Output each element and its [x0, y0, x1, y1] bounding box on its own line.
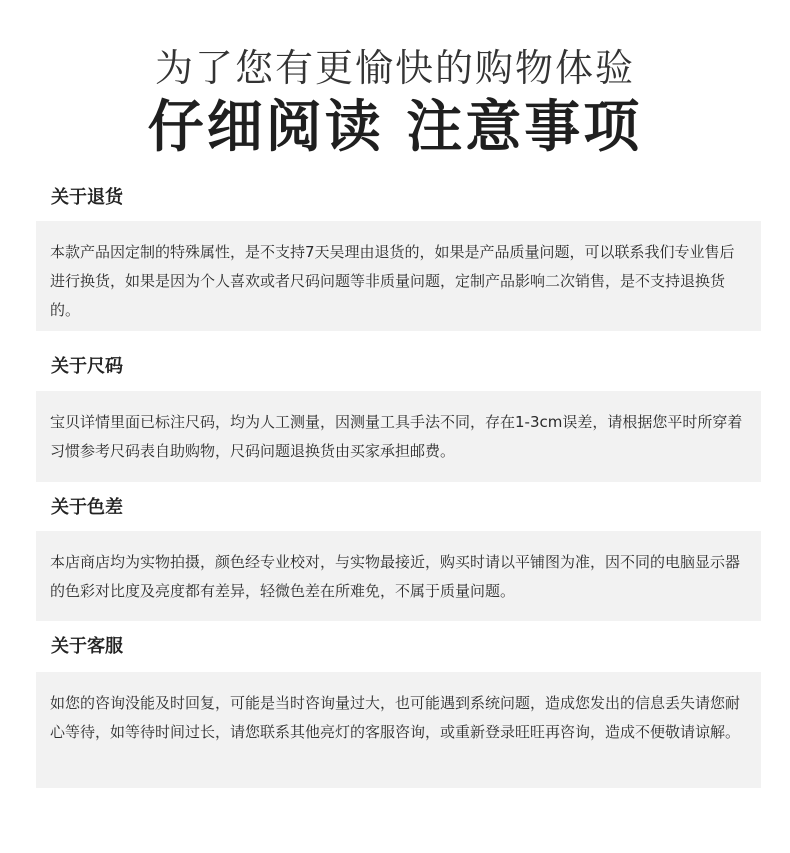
- section-text-returns: 本款产品因定制的特殊属性，是不支持7天吴理由退货的，如果是产品质量问题，可以联系我们专业售后进行换货，如果是因为个人喜欢或者尺码问题等非质量问题，定制产品影响二次销售，是不支持退换货的。: [50, 243, 735, 319]
- section-heading-returns: 关于退货: [51, 187, 123, 208]
- section-heading-color: 关于色差: [51, 497, 123, 518]
- section-text-color: 本店商店均为实物拍摄，颜色经专业校对，与实物最接近，购买时请以平铺图为准，因不同的电脑显示器的色彩对比度及亮度都有差异，轻微色差在所难免，不属于质量问题。: [50, 553, 741, 600]
- section-box-color: [36, 531, 761, 621]
- section-text-sizing: 宝贝详情里面已标注尺码，均为人工测量，因测量工具手法不同，存在1-3cm误差，请根据您平时所穿着习惯参考尺码表自助购物，尺码问题退换货由买家承担邮费。: [50, 413, 743, 460]
- section-box-sizing: [36, 391, 761, 482]
- section-heading-sizing: 关于尺码: [51, 356, 123, 377]
- section-text-service: 如您的咨询没能及时回复，可能是当时咨询量过大，也可能遇到系统问题，造成您发出的信息丢失请您耐心等待，如等待时间过长，请您联系其他亮灯的客服咨询，或重新登录旺旺再咨询，造成不便敬请谅解。: [50, 694, 741, 741]
- page-subtitle: 为了您有更愉快的购物体验: [154, 46, 635, 90]
- section-box-returns: [36, 221, 761, 331]
- section-heading-service: 关于客服: [51, 636, 123, 657]
- page-title: 仔细阅读 注意事项: [147, 95, 643, 160]
- section-box-service: [36, 672, 761, 788]
